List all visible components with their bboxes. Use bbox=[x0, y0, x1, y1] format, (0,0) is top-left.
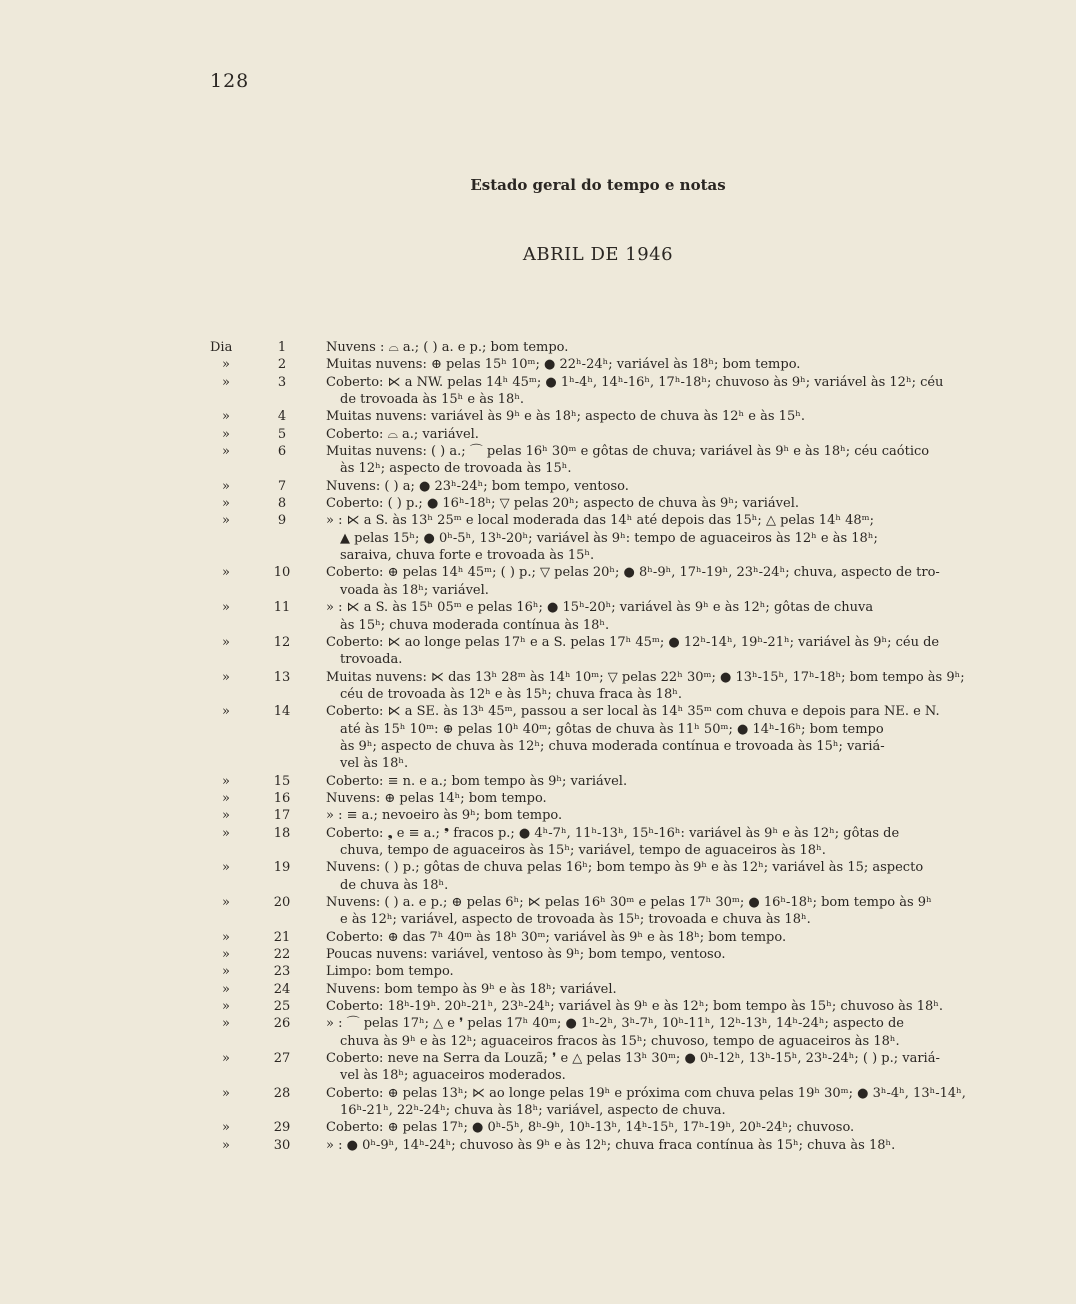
day-number: 10 bbox=[273, 565, 291, 581]
table-row bbox=[202, 634, 1002, 669]
day-notes bbox=[326, 356, 1002, 373]
day-notes bbox=[326, 599, 1002, 634]
ditto-mark: » bbox=[222, 1137, 230, 1153]
ditto-mark: » bbox=[222, 669, 230, 685]
page-number: 128 bbox=[210, 70, 250, 92]
note-line: Coberto: ⌓ a.; variável. bbox=[326, 426, 479, 442]
ditto-mark: » bbox=[222, 964, 230, 980]
day-number: 25 bbox=[273, 999, 291, 1015]
day-number: 21 bbox=[273, 929, 291, 945]
ditto-mark: » bbox=[222, 704, 230, 720]
note-line: Coberto: ⊕ das 7ʰ 40ᵐ às 18ʰ 30ᵐ; variável às 9ʰ e às 18ʰ; bom tempo. bbox=[326, 929, 787, 945]
ditto-mark: » bbox=[222, 773, 230, 789]
note-line: Coberto: ( ) p.; ● 16ʰ-18ʰ; ▽ pelas 20ʰ; aspecto de chuva às 9ʰ; variável. bbox=[326, 496, 799, 512]
note-line: Coberto: ⊕ pelas 17ʰ; ● 0ʰ-5ʰ, 8ʰ-9ʰ, 10ʰ-13ʰ, 14ʰ-15ʰ, 17ʰ-19ʰ, 20ʰ-24ʰ; chuvoso. bbox=[326, 1120, 855, 1136]
day-number: 29 bbox=[273, 1120, 291, 1136]
note-line: Nuvens: ( ) a; ● 23ʰ-24ʰ; bom tempo, ventoso. bbox=[326, 478, 629, 494]
note-line: às 9ʰ; aspecto de chuva às 12ʰ; chuva moderada contínua e trovoada às 15ʰ; variá- bbox=[340, 738, 885, 754]
table-row bbox=[202, 790, 1002, 807]
note-line: trovoada. bbox=[340, 652, 403, 668]
note-line: » : ⋉ a S. às 15ʰ 05ᵐ e pelas 16ʰ; ● 15ʰ-20ʰ; variável às 9ʰ e às 12ʰ; gôtas de chuva bbox=[326, 600, 874, 616]
ditto-mark: » bbox=[222, 496, 230, 512]
day-notes bbox=[326, 443, 1002, 478]
ditto-mark: » bbox=[222, 634, 230, 650]
day-notes bbox=[326, 773, 1002, 790]
day-notes bbox=[326, 1015, 1002, 1050]
table-row bbox=[202, 1137, 1002, 1154]
ditto-mark: » bbox=[222, 947, 230, 963]
table-row bbox=[202, 599, 1002, 634]
day-number: 13 bbox=[273, 669, 291, 685]
day-number: 27 bbox=[273, 1051, 291, 1067]
ditto-mark: » bbox=[222, 808, 230, 824]
table-row bbox=[202, 669, 1002, 704]
day-notes bbox=[326, 825, 1002, 860]
note-line: e às 12ʰ; variável, aspecto de trovoada às 15ʰ; trovoada e chuva às 18ʰ. bbox=[340, 912, 811, 928]
note-line: Coberto: ≡ n. e a.; bom tempo às 9ʰ; variável. bbox=[326, 773, 628, 789]
table-row bbox=[202, 703, 1002, 772]
ditto-mark: » bbox=[222, 825, 230, 841]
day-notes bbox=[326, 564, 1002, 599]
day-notes bbox=[326, 669, 1002, 704]
table-row bbox=[202, 426, 1002, 443]
note-line: às 12ʰ; aspecto de trovoada às 15ʰ. bbox=[340, 461, 572, 477]
note-line: céu de trovoada às 12ʰ e às 15ʰ; chuva fraca às 18ʰ. bbox=[340, 686, 682, 702]
day-notes bbox=[326, 946, 1002, 963]
table-row bbox=[202, 946, 1002, 963]
day-notes bbox=[326, 1119, 1002, 1136]
day-number: 3 bbox=[277, 374, 287, 390]
note-line: até às 15ʰ 10ᵐ: ⊕ pelas 10ʰ 40ᵐ; gôtas de chuva às 11ʰ 50ᵐ; ● 14ʰ-16ʰ; bom tempo bbox=[340, 721, 884, 737]
ditto-mark: » bbox=[222, 860, 230, 876]
table-row bbox=[202, 443, 1002, 478]
table-row bbox=[202, 807, 1002, 824]
note-line: vel às 18ʰ; aguaceiros moderados. bbox=[340, 1068, 566, 1084]
day-notes bbox=[326, 1050, 1002, 1085]
day-number: 28 bbox=[273, 1085, 291, 1101]
note-line: » : ⋉ a S. às 13ʰ 25ᵐ e local moderada das 14ʰ até depois das 15ʰ; △ pelas 14ʰ 48ᵐ; bbox=[326, 513, 874, 529]
note-line: Poucas nuvens: variável, ventoso às 9ʰ; bom tempo, ventoso. bbox=[326, 947, 726, 963]
day-notes bbox=[326, 703, 1002, 772]
day-notes bbox=[326, 1137, 1002, 1154]
weather-notes-table bbox=[202, 339, 1002, 1154]
note-line: Muitas nuvens: ( ) a.; ⌒ pelas 16ʰ 30ᵐ e gôtas de chuva; variável às 9ʰ e às 18ʰ; céu caótico bbox=[326, 444, 930, 460]
note-line: » : ⌒ pelas 17ʰ; △ e ❜ pelas 17ʰ 40ᵐ; ● 1ʰ-2ʰ, 3ʰ-7ʰ, 10ʰ-11ʰ, 12ʰ-13ʰ, 14ʰ-24ʰ; aspecto de bbox=[326, 1016, 904, 1032]
note-line: vel às 18ʰ. bbox=[340, 756, 409, 772]
table-row bbox=[202, 512, 1002, 564]
note-line: Coberto: ⊕ pelas 14ʰ 45ᵐ; ( ) p.; ▽ pelas 20ʰ; ● 8ʰ-9ʰ, 17ʰ-19ʰ, 23ʰ-24ʰ; chuva, aspecto de tro- bbox=[326, 565, 940, 581]
table-row bbox=[202, 339, 1002, 356]
day-number: 1 bbox=[277, 340, 287, 355]
day-notes bbox=[326, 1085, 1002, 1120]
ditto-mark: » bbox=[222, 409, 230, 425]
day-number: 20 bbox=[273, 895, 291, 910]
day-number: 19 bbox=[273, 860, 291, 876]
note-line: Coberto: ⊕ pelas 13ʰ; ⋉ ao longe pelas 19ʰ e próxima com chuva pelas 19ʰ 30ᵐ; ● 3ʰ-4ʰ, 13ʰ-14ʰ, bbox=[326, 1085, 966, 1101]
day-number: 15 bbox=[273, 773, 291, 789]
day-number: 9 bbox=[277, 513, 287, 529]
table-row bbox=[202, 408, 1002, 425]
day-notes bbox=[326, 929, 1002, 946]
table-row bbox=[202, 825, 1002, 860]
note-line: Limpo: bom tempo. bbox=[326, 964, 454, 980]
note-line: de trovoada às 15ʰ e às 18ʰ. bbox=[340, 392, 525, 408]
ditto-mark: » bbox=[222, 999, 230, 1015]
table-row bbox=[202, 564, 1002, 599]
day-notes bbox=[326, 408, 1002, 425]
day-notes bbox=[326, 634, 1002, 669]
note-line: voada às 18ʰ; variável. bbox=[340, 582, 489, 598]
day-number: 2 bbox=[277, 357, 287, 373]
day-number: 24 bbox=[273, 981, 291, 997]
day-number: 4 bbox=[277, 409, 287, 425]
ditto-mark: » bbox=[222, 1016, 230, 1032]
day-number: 12 bbox=[273, 634, 291, 650]
note-line: às 15ʰ; chuva moderada contínua às 18ʰ. bbox=[340, 617, 610, 633]
day-notes bbox=[326, 981, 1002, 998]
note-line: Coberto: neve na Serra da Louzã; ❜ e △ pelas 13ʰ 30ᵐ; ● 0ʰ-12ʰ, 13ʰ-15ʰ, 23ʰ-24ʰ; ( ) p.; variá- bbox=[326, 1051, 940, 1067]
note-line: Coberto: ❟ e ≡ a.; ❜ fracos p.; ● 4ʰ-7ʰ, 11ʰ-13ʰ, 15ʰ-16ʰ: variável às 9ʰ e às 12ʰ; gôtas de bbox=[326, 825, 900, 841]
day-column-label: Dia bbox=[210, 340, 233, 355]
ditto-mark: » bbox=[222, 426, 230, 442]
table-row bbox=[202, 894, 1002, 929]
ditto-mark: » bbox=[222, 895, 230, 910]
note-line: 16ʰ-21ʰ, 22ʰ-24ʰ; chuva às 18ʰ; variável, aspecto de chuva. bbox=[340, 1103, 726, 1119]
table-row bbox=[202, 1085, 1002, 1120]
ditto-mark: » bbox=[222, 565, 230, 581]
day-notes bbox=[326, 339, 1002, 356]
day-notes bbox=[326, 807, 1002, 824]
note-line: chuva às 9ʰ e às 12ʰ; aguaceiros fracos às 15ʰ; chuvoso, tempo de aguaceiros às 18ʰ. bbox=[340, 1033, 900, 1049]
day-number: 30 bbox=[273, 1137, 291, 1153]
note-line: Nuvens: ( ) p.; gôtas de chuva pelas 16ʰ; bom tempo às 9ʰ e às 12ʰ; variável às 15; aspecto bbox=[326, 860, 924, 876]
note-line: Muitas nuvens: ⋉ das 13ʰ 28ᵐ às 14ʰ 10ᵐ; ▽ pelas 22ʰ 30ᵐ; ● 13ʰ-15ʰ, 17ʰ-18ʰ; bom tempo às 9ʰ; bbox=[326, 669, 965, 685]
day-notes bbox=[326, 478, 1002, 495]
section-heading: Estado geral do tempo e notas bbox=[470, 176, 726, 194]
note-line: » : ≡ a.; nevoeiro às 9ʰ; bom tempo. bbox=[326, 808, 563, 824]
table-row bbox=[202, 773, 1002, 790]
note-line: » : ● 0ʰ-9ʰ, 14ʰ-24ʰ; chuvoso às 9ʰ e às 12ʰ; chuva fraca contínua às 15ʰ; chuva às 18ʰ. bbox=[326, 1137, 896, 1153]
ditto-mark: » bbox=[222, 374, 230, 390]
day-number: 7 bbox=[277, 478, 287, 494]
day-number: 5 bbox=[277, 426, 287, 442]
note-line: Coberto: 18ʰ-19ʰ. 20ʰ-21ʰ, 23ʰ-24ʰ; variável às 9ʰ e às 12ʰ; bom tempo às 15ʰ; chuvoso às 18ʰ. bbox=[326, 999, 944, 1015]
table-row bbox=[202, 495, 1002, 512]
ditto-mark: » bbox=[222, 1051, 230, 1067]
table-row bbox=[202, 374, 1002, 409]
note-line: Muitas nuvens: variável às 9ʰ e às 18ʰ; aspecto de chuva às 12ʰ e às 15ʰ. bbox=[326, 409, 805, 425]
note-line: Coberto: ⋉ a SE. às 13ʰ 45ᵐ, passou a ser local às 14ʰ 35ᵐ com chuva e depois para NE. e N. bbox=[326, 704, 940, 720]
ditto-mark: » bbox=[222, 444, 230, 460]
ditto-mark: » bbox=[222, 981, 230, 997]
day-number: 6 bbox=[277, 444, 287, 460]
note-line: Coberto: ⋉ ao longe pelas 17ʰ e a S. pelas 17ʰ 45ᵐ; ● 12ʰ-14ʰ, 19ʰ-21ʰ; variável às 9ʰ; céu de bbox=[326, 634, 940, 650]
ditto-mark: » bbox=[222, 1120, 230, 1136]
note-line: chuva, tempo de aguaceiros às 15ʰ; variável, tempo de aguaceiros às 18ʰ. bbox=[340, 842, 826, 858]
ditto-mark: » bbox=[222, 600, 230, 616]
day-number: 16 bbox=[273, 790, 291, 806]
note-line: Coberto: ⋉ a NW. pelas 14ʰ 45ᵐ; ● 1ʰ-4ʰ, 14ʰ-16ʰ, 17ʰ-18ʰ; chuvoso às 9ʰ; variável às 12ʰ; céu bbox=[326, 374, 944, 390]
note-line: de chuva às 18ʰ. bbox=[340, 877, 449, 893]
day-notes bbox=[326, 790, 1002, 807]
note-line: Nuvens: ( ) a. e p.; ⊕ pelas 6ʰ; ⋉ pelas 16ʰ 30ᵐ e pelas 17ʰ 30ᵐ; ● 16ʰ-18ʰ; bom tempo às 9ʰ bbox=[326, 895, 932, 910]
month-title: ABRIL DE 1946 bbox=[522, 244, 674, 265]
ditto-mark: » bbox=[222, 929, 230, 945]
day-notes bbox=[326, 426, 1002, 443]
ditto-mark: » bbox=[222, 1085, 230, 1101]
note-line: Nuvens: ⊕ pelas 14ʰ; bom tempo. bbox=[326, 790, 547, 806]
day-number: 18 bbox=[273, 825, 291, 841]
day-notes bbox=[326, 894, 1002, 929]
table-row bbox=[202, 981, 1002, 998]
day-number: 22 bbox=[273, 947, 291, 963]
ditto-mark: » bbox=[222, 357, 230, 373]
table-row bbox=[202, 929, 1002, 946]
day-notes bbox=[326, 998, 1002, 1015]
ditto-mark: » bbox=[222, 790, 230, 806]
day-notes bbox=[326, 512, 1002, 564]
day-number: 26 bbox=[273, 1016, 291, 1032]
table-row bbox=[202, 1050, 1002, 1085]
note-line: Nuvens: bom tempo às 9ʰ e às 18ʰ; variável. bbox=[326, 981, 617, 997]
day-number: 23 bbox=[273, 964, 291, 980]
table-row bbox=[202, 356, 1002, 373]
day-notes bbox=[326, 495, 1002, 512]
table-row bbox=[202, 859, 1002, 894]
day-notes bbox=[326, 859, 1002, 894]
note-line: saraiva, chuva forte e trovoada às 15ʰ. bbox=[340, 548, 595, 564]
table-row bbox=[202, 478, 1002, 495]
day-notes bbox=[326, 963, 1002, 980]
day-number: 11 bbox=[273, 600, 291, 616]
note-line: Muitas nuvens: ⊕ pelas 15ʰ 10ᵐ; ● 22ʰ-24ʰ; variável às 18ʰ; bom tempo. bbox=[326, 357, 801, 373]
table-row bbox=[202, 1015, 1002, 1050]
table-row bbox=[202, 963, 1002, 980]
day-notes bbox=[326, 374, 1002, 409]
day-number: 17 bbox=[273, 808, 291, 824]
table-row bbox=[202, 998, 1002, 1015]
ditto-mark: » bbox=[222, 513, 230, 529]
day-number: 8 bbox=[277, 496, 287, 512]
note-line: ▲ pelas 15ʰ; ● 0ʰ-5ʰ, 13ʰ-20ʰ; variável às 9ʰ: tempo de aguaceiros às 12ʰ e às 18ʰ; bbox=[340, 530, 878, 546]
table-row bbox=[202, 1119, 1002, 1136]
note-line: Nuvens : ⌓ a.; ( ) a. e p.; bom tempo. bbox=[326, 340, 569, 355]
day-number: 14 bbox=[273, 704, 291, 720]
ditto-mark: » bbox=[222, 478, 230, 494]
